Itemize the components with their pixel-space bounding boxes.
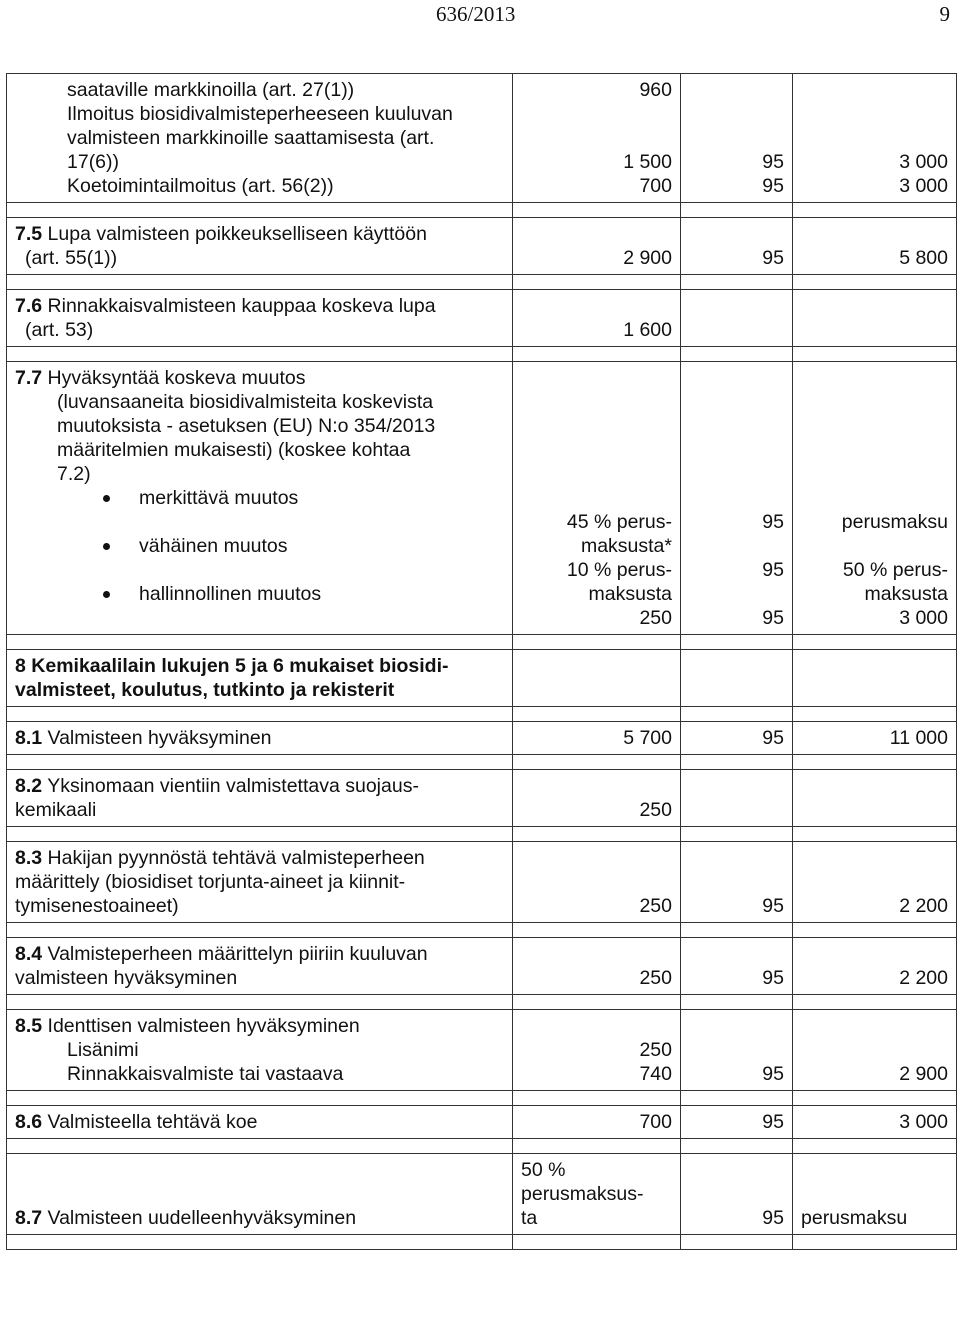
bullet-icon	[103, 591, 110, 598]
bullet-icon	[103, 495, 110, 502]
fee-cell: 700	[513, 1106, 681, 1139]
fee-cell: 95	[681, 722, 793, 755]
fee-cell: 250	[513, 842, 681, 923]
document-number: 636/2013	[436, 2, 516, 26]
fee-cell: 2 900	[513, 218, 681, 275]
table-row	[7, 218, 957, 275]
fee-cell: 95	[681, 218, 793, 275]
table-row	[7, 1010, 957, 1091]
description-cell: saataville markkinoilla (art. 27(1)) Ilmoitus biosidivalmisteperheeseen kuuluvan valmisteen markkinoille saattamisesta (art. 17(6)) Koetoimintailmoitus (art. 56(2))	[7, 74, 513, 203]
description-cell: 8.1 Valmisteen hyväksyminen	[7, 722, 513, 755]
fee-cell: 3 000	[793, 1106, 957, 1139]
table-row	[7, 1106, 957, 1139]
description-cell: 8.3 Hakijan pyynnöstä tehtävä valmisteperheen määrittely (biosidiset torjunta-aineet ja kiinnit- tymisenestoaineet)	[7, 842, 513, 923]
description-cell: 7.7 Hyväksyntää koskeva muutos (luvansaaneita biosidivalmisteita koskevista muutoksista - asetuksen (EU) N:o 354/2013 määritelmien mukaisesti) (koskee kohtaa 7.2) merkittävä muutos vähäinen muutos hallinnollinen muutos	[7, 362, 513, 635]
fee-cell: 250	[513, 770, 681, 827]
fee-cell: 250	[513, 938, 681, 995]
table-row	[7, 74, 957, 203]
fee-cell: 95	[681, 1010, 793, 1091]
table-row	[7, 770, 957, 827]
fee-cell	[681, 290, 793, 347]
list-item: hallinnollinen muutos	[15, 582, 504, 606]
fee-cell: 2 900	[793, 1010, 957, 1091]
description-cell: 7.5 Lupa valmisteen poikkeukselliseen käyttöön (art. 55(1))	[7, 218, 513, 275]
fee-cell	[793, 290, 957, 347]
fee-cell: 11 000	[793, 722, 957, 755]
fee-cell	[681, 770, 793, 827]
bullet-icon	[103, 543, 110, 550]
description-cell: 8.6 Valmisteella tehtävä koe	[7, 1106, 513, 1139]
fee-cell: 95 95	[681, 74, 793, 203]
fee-cell: 95	[681, 1106, 793, 1139]
fee-cell: 5 700	[513, 722, 681, 755]
fee-cell: 2 200	[793, 842, 957, 923]
table-row	[7, 650, 957, 707]
table-row	[7, 842, 957, 923]
fee-cell: 95	[681, 938, 793, 995]
page-number: 9	[939, 2, 950, 26]
fee-cell	[793, 770, 957, 827]
list-item: merkittävä muutos	[15, 486, 504, 510]
fee-cell: 2 200	[793, 938, 957, 995]
fee-cell: 250 740	[513, 1010, 681, 1091]
description-cell: 8.4 Valmisteperheen määrittelyn piiriin kuuluvan valmisteen hyväksyminen	[7, 938, 513, 995]
fee-cell: perusmaksu	[793, 1154, 957, 1235]
fee-cell: 5 800	[793, 218, 957, 275]
table-row	[7, 362, 957, 635]
description-cell: 8.7 Valmisteen uudelleenhyväksyminen	[7, 1154, 513, 1235]
table-row	[7, 938, 957, 995]
table-row	[7, 722, 957, 755]
fee-cell: 95	[681, 842, 793, 923]
fee-cell: 95	[681, 1154, 793, 1235]
description-cell: 8.5 Identtisen valmisteen hyväksyminen Lisänimi Rinnakkaisvalmiste tai vastaava	[7, 1010, 513, 1091]
fee-cell: 1 600	[513, 290, 681, 347]
table-row	[7, 290, 957, 347]
description-cell: 7.6 Rinnakkaisvalmisteen kauppaa koskeva lupa (art. 53)	[7, 290, 513, 347]
fee-cell: 45 % perus- maksusta* 10 % perus- maksusta 250	[513, 362, 681, 635]
table-row	[7, 1154, 957, 1235]
list-item: vähäinen muutos	[15, 534, 504, 558]
fee-table	[6, 73, 957, 1250]
fee-cell: 95 95 95	[681, 362, 793, 635]
fee-cell: 50 % perusmaksus- ta	[513, 1154, 681, 1235]
fee-cell: 3 000 3 000	[793, 74, 957, 203]
fee-cell: perusmaksu 50 % perus- maksusta 3 000	[793, 362, 957, 635]
fee-cell: 960 1 500 700	[513, 74, 681, 203]
section-heading: 8 Kemikaalilain lukujen 5 ja 6 mukaiset biosidi- valmisteet, koulutus, tutkinto ja rekisterit	[7, 650, 513, 707]
page-header	[0, 0, 960, 40]
description-cell: 8.2 Yksinomaan vientiin valmistettava suojaus- kemikaali	[7, 770, 513, 827]
